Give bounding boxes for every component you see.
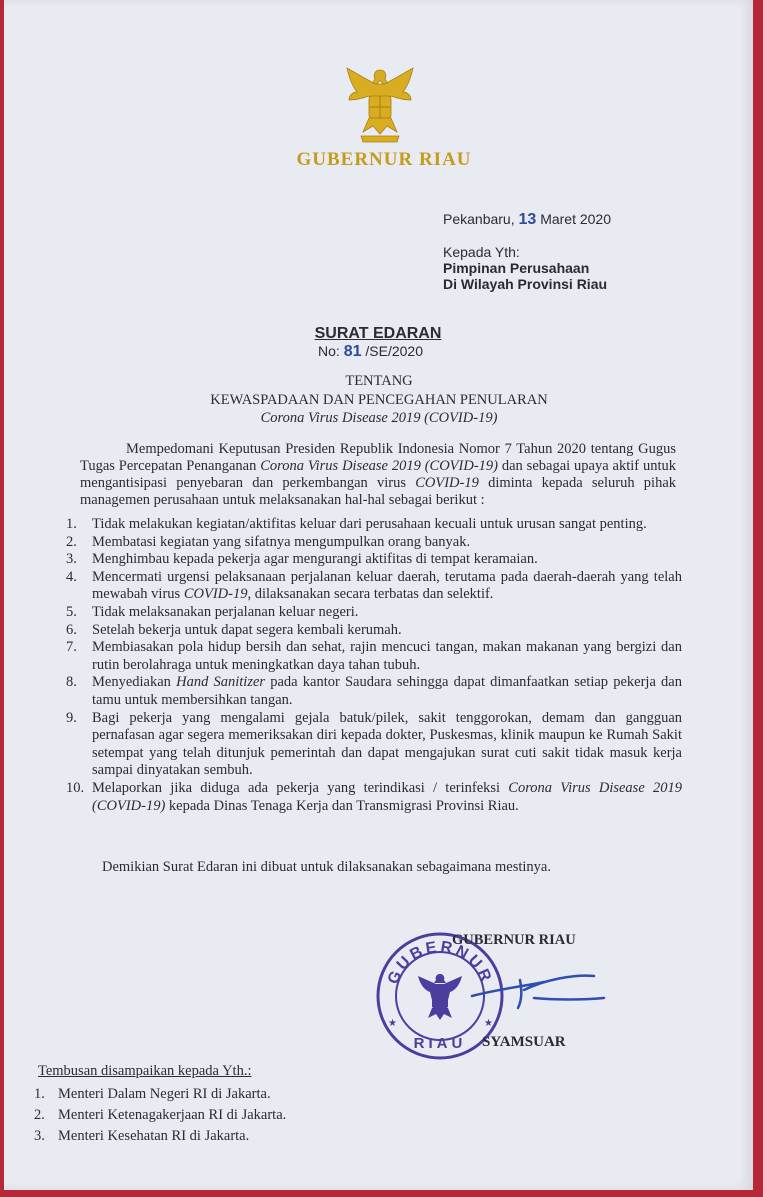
list-item-italic: COVID-19 [183, 586, 248, 603]
list-item-text: Membiasakan pola hidup bersih dan sehat, rajin mencuci tangan, makan makanan yang bergizi dan rutin berolahraga untuk meningkatkan daya tahan tubuh. [92, 639, 682, 673]
list-item-number: 6. [66, 621, 77, 638]
cc-item [34, 1105, 286, 1126]
intro-text-2: dan sebagai upaya aktif untuk mengantisipasi penyebaran dan perkembangan virus [80, 458, 676, 491]
cc-item-number: 1. [34, 1086, 45, 1102]
garuda-emblem-icon [337, 62, 423, 146]
intro-text-3: diminta kepada seluruh pihak managemen perusahaan untuk melaksanakan hal-hal sebagai berikut : [80, 475, 677, 508]
intro-italic-1: Corona Virus Disease 2019 (COVID-19) [260, 458, 498, 474]
list-item [66, 604, 682, 622]
list-item [66, 516, 682, 534]
intro-italic-2: COVID-19 [415, 475, 479, 491]
subject-title: KEWASPADAAN DAN PENCEGAHAN PENULARAN [210, 392, 548, 408]
date-day: 13 [518, 211, 537, 228]
list-item-text: kepada Dinas Tenaga Kerja dan Transmigrasi Provinsi Riau. [165, 797, 519, 814]
subject-heading: TENTANG [345, 373, 413, 389]
signatory-name: SYAMSUAR [482, 1034, 566, 1050]
list-item-text: Melaporkan jika diduga ada pekerja yang terindikasi / terinfeksi [92, 779, 509, 796]
list-item-text: Setelah bekerja untuk dapat segera kembali kerumah. [92, 621, 402, 638]
dateline [443, 211, 611, 229]
intro-paragraph [80, 441, 676, 509]
intro-text-1: Mempedomani Keputusan Presiden Republik Indonesia Nomor 7 Tahun 2020 tentang Gugus Tugas Percepatan Penanganan [80, 441, 676, 474]
cc-item-text: Menteri Dalam Negeri RI di Jakarta. [58, 1086, 271, 1102]
list-item-italic: Hand Sanitizer [176, 674, 266, 691]
letter-number-suffix: /SE/2020 [365, 343, 423, 359]
addressee-line-2: Di Wilayah Provinsi Riau [443, 276, 608, 292]
list-item-number: 4. [66, 568, 77, 585]
svg-text:★: ★ [388, 1018, 397, 1029]
letter-number-value: 81 [343, 343, 362, 360]
cc-item-text: Menteri Kesehatan RI di Jakarta. [58, 1128, 250, 1144]
list-item-text: Tidak melaksanakan perjalanan keluar negeri. [92, 603, 359, 620]
list-item [66, 551, 682, 569]
cc-list [34, 1084, 286, 1147]
svg-text:★: ★ [484, 1018, 493, 1029]
list-item [66, 780, 682, 815]
list-item-number: 3. [66, 551, 77, 568]
signatory-title: GUBERNUR RIAU [452, 932, 576, 948]
subject-italic: Corona Virus Disease 2019 (COVID-19) [260, 410, 498, 426]
closing-sentence: Demikian Surat Edaran ini dibuat untuk dilaksanakan sebagaimana mestinya. [102, 859, 551, 875]
list-item-text: Menyediakan [92, 674, 177, 691]
list-item [66, 674, 682, 709]
svg-text:GUBERNUR: GUBERNUR [384, 938, 496, 987]
cc-title: Tembusan disampaikan kepada Yth.: [38, 1063, 252, 1079]
addressee-label: Kepada Yth: [443, 244, 520, 260]
instruction-list [66, 516, 682, 815]
cc-item-number: 3. [34, 1128, 45, 1144]
list-item-number: 7. [66, 639, 77, 656]
list-item [66, 639, 682, 674]
svg-text:RIAU: RIAU [413, 1035, 467, 1052]
date-month-year: Maret 2020 [540, 211, 612, 227]
letter-number-label: No: [318, 343, 340, 359]
letter-number [318, 343, 423, 361]
date-city: Pekanbaru, [443, 211, 515, 227]
cc-item-number: 2. [34, 1107, 45, 1123]
list-item-number: 5. [66, 603, 77, 620]
list-item-text: Tidak melakukan kegiatan/aktifitas keluar dari perusahaan kecuali untuk urusan sangat penting. [92, 516, 647, 532]
list-item [66, 710, 682, 780]
list-item-italic: Corona Virus Disease 2019 (COVID-19) [92, 779, 682, 814]
list-item-text: Bagi pekerja yang mengalami gejala batuk/pilek, sakit tenggorokan, demam dan gangguan pernafasan agar segera memeriksakan diri kepada dokter, Puskesmas, klinik maupun ke Rumah Sakit setempat yang telah ditunjuk pemerintah dan dapat mengajukan surat cuti sakit tidak masuk kerja sampai dinyatakan sembuh. [92, 709, 682, 779]
list-item-text: Membatasi kegiatan yang sifatnya mengumpulkan orang banyak. [92, 533, 471, 550]
list-item-number: 8. [66, 674, 77, 691]
list-item [66, 622, 682, 640]
list-item-number: 9. [66, 709, 77, 726]
list-item [66, 569, 682, 604]
list-item-text: pada kantor Saudara sehingga dapat dimanfaatkan setiap pekerja dan tamu untuk membersihkan tangan. [92, 674, 682, 708]
list-item [66, 534, 682, 552]
list-item-text: , dilaksanakan secara terbatas dan selektif. [247, 586, 494, 603]
handwritten-signature-icon [464, 960, 614, 1020]
cc-item [34, 1126, 286, 1147]
list-item-text: Menghimbau kepada pekerja agar mengurangi aktifitas di tempat keramaian. [92, 551, 538, 568]
letter-paper [4, 0, 753, 1190]
addressee-line-1: Pimpinan Perusahaan [443, 260, 590, 276]
list-item-text: Mencermati urgensi pelaksanaan perjalanan keluar daerah, terutama pada daerah-daerah yang telah mewabah virus [92, 568, 682, 603]
list-item-number: 2. [66, 533, 77, 550]
list-item-number: 10. [66, 779, 85, 796]
list-item-number: 1. [66, 516, 77, 532]
letter-title: SURAT EDARAN [314, 325, 442, 342]
governor-letterhead-title: GUBERNUR RIAU [296, 149, 472, 170]
cc-item-text: Menteri Ketenagakerjaan RI di Jakarta. [58, 1107, 287, 1123]
cc-item [34, 1084, 286, 1105]
